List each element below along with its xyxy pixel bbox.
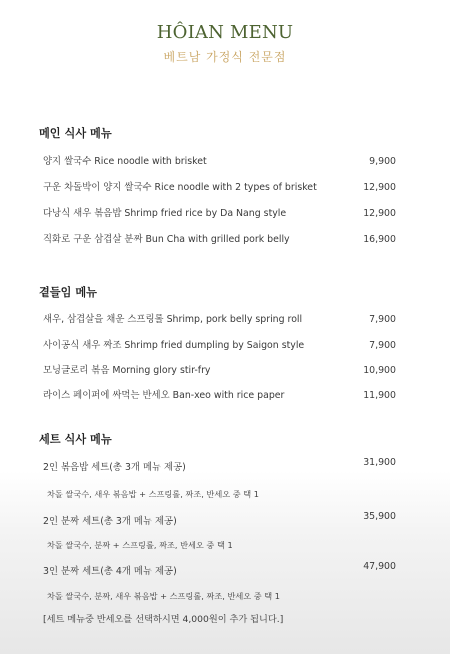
set-menu-name: 2인 볶음밥 세트(총 3개 메뉴 제공) xyxy=(43,462,186,473)
menu-item xyxy=(43,154,396,170)
menu-item-price: 16,900 xyxy=(363,234,396,245)
menu-item xyxy=(43,338,396,354)
menu-item-name: 모닝글로리 볶음 Morning glory stir-fry xyxy=(43,365,211,376)
menu-item-name: 구운 차돌박이 양지 쌀국수 Rice noodle with 2 types of brisket xyxy=(43,182,317,193)
menu-item-price: 12,900 xyxy=(363,182,396,193)
set-menu-detail: 차돌 쌀국수, 분짜 + 스프링롤, 짜조, 반세오 중 택 1 xyxy=(47,540,233,550)
section-title-sides: 곁들임 메뉴 xyxy=(39,286,97,299)
menu-item-price: 7,900 xyxy=(369,340,396,351)
menu-item-price: 11,900 xyxy=(363,390,396,401)
menu-item xyxy=(43,363,396,379)
menu-item xyxy=(43,206,396,222)
menu-header xyxy=(0,21,450,66)
set-menu-price: 35,900 xyxy=(363,511,396,522)
menu-item xyxy=(43,180,396,196)
menu-title: HÔIAN MENU xyxy=(156,22,294,43)
menu-item-name: 라이스 페이퍼에 싸먹는 반세오 Ban-xeo with rice paper xyxy=(43,390,285,401)
set-menu-item xyxy=(43,561,396,580)
set-menu-price: 47,900 xyxy=(363,561,396,572)
menu-item-price: 12,900 xyxy=(363,208,396,219)
section-title-sets: 세트 식사 메뉴 xyxy=(39,433,112,446)
menu-item-price: 9,900 xyxy=(369,156,396,167)
set-menu-item xyxy=(43,457,396,476)
menu-item-name: 다낭식 새우 볶음밥 Shrimp fried rice by Da Nang style xyxy=(43,208,287,219)
set-menu-note: [세트 메뉴중 반세오를 선택하시면 4,000원이 추가 됩니다.] xyxy=(43,614,284,625)
set-menu-detail: 차돌 쌀국수, 새우 볶음밥 + 스프링롤, 짜조, 반세오 중 택 1 xyxy=(47,489,259,499)
menu-item-name: 사이공식 새우 짜조 Shrimp fried dumpling by Saigon style xyxy=(43,340,305,351)
section-title-main: 메인 식사 메뉴 xyxy=(39,127,112,140)
menu-item xyxy=(43,312,396,328)
set-menu-price: 31,900 xyxy=(363,457,396,468)
menu-subtitle: 베트남 가정식 전문점 xyxy=(163,50,287,64)
set-menu-name: 3인 분짜 세트(총 4개 메뉴 제공) xyxy=(43,566,177,577)
menu-item-price: 10,900 xyxy=(363,365,396,376)
menu-item-name: 직화로 구운 삼겹살 분짜 Bun Cha with grilled pork belly xyxy=(43,234,290,245)
menu-item xyxy=(43,388,396,404)
menu-item-name: 새우, 삼겹살을 채운 스프링롤 Shrimp, pork belly spring roll xyxy=(43,314,303,325)
menu-item-price: 7,900 xyxy=(369,314,396,325)
set-menu-item xyxy=(43,511,396,530)
set-menu-detail: 차돌 쌀국수, 분짜, 새우 볶음밥 + 스프링롤, 짜조, 반세오 중 택 1 xyxy=(47,591,281,601)
menu-item xyxy=(43,232,396,248)
menu-item-name: 양지 쌀국수 Rice noodle with brisket xyxy=(43,156,207,167)
set-menu-name: 2인 분짜 세트(총 3개 메뉴 제공) xyxy=(43,516,177,527)
